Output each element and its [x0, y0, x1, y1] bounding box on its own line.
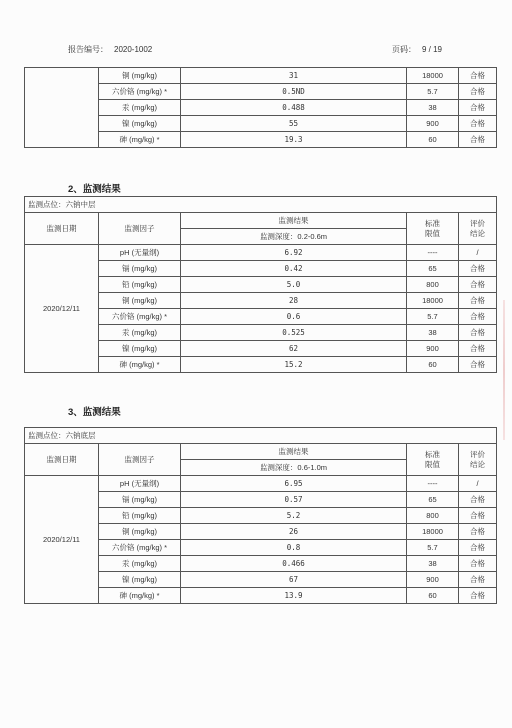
report-number-value: 2020-1002 [114, 45, 153, 54]
header-factor: 监测因子 [99, 213, 181, 245]
result-cell: 28 [181, 293, 407, 309]
header-factor: 监测因子 [99, 444, 181, 476]
result-cell: 6.95 [181, 476, 407, 492]
limit-cell: 18000 [407, 293, 459, 309]
factor-cell: 镉 (mg/kg) [99, 261, 181, 277]
verdict-cell: 合格 [459, 524, 497, 540]
result-cell: 0.42 [181, 261, 407, 277]
factor-cell: 砷 (mg/kg) * [99, 132, 181, 148]
report-number-label: 报告编号： [68, 45, 108, 54]
header-date: 监测日期 [25, 213, 99, 245]
limit-cell: 60 [407, 588, 459, 604]
header-verdict-line2: 结论 [470, 228, 485, 238]
monitoring-point: 监测点位：六钠底层 [25, 428, 497, 444]
result-cell: 31 [181, 68, 407, 84]
verdict-cell: 合格 [459, 277, 497, 293]
verdict-cell: 合格 [459, 556, 497, 572]
limit-cell: ---- [407, 476, 459, 492]
result-cell: 0.57 [181, 492, 407, 508]
header-result: 监测结果 [181, 213, 407, 229]
header-verdict-line2: 结论 [470, 459, 485, 469]
date-cell: 2020/12/11 [25, 245, 99, 373]
factor-cell: 六价铬 (mg/kg) * [99, 84, 181, 100]
result-cell: 26 [181, 524, 407, 540]
limit-cell: 5.7 [407, 540, 459, 556]
limit-cell: 900 [407, 116, 459, 132]
header-verdict-line1: 评价 [470, 218, 485, 228]
verdict-cell: / [459, 245, 497, 261]
result-cell: 0.525 [181, 325, 407, 341]
page-number-value: 9 / 19 [421, 45, 442, 54]
section-2-results-table [24, 196, 497, 373]
table-row [25, 476, 497, 492]
limit-cell: 18000 [407, 68, 459, 84]
limit-cell: 900 [407, 341, 459, 357]
monitoring-point: 监测点位：六钠中层 [25, 197, 497, 213]
verdict-cell: 合格 [459, 116, 497, 132]
header-limit-line2: 限值 [425, 459, 440, 469]
verdict-cell: 合格 [459, 588, 497, 604]
verdict-cell: 合格 [459, 68, 497, 84]
limit-cell: 60 [407, 132, 459, 148]
verdict-cell: 合格 [459, 325, 497, 341]
header-limit [407, 213, 459, 245]
result-cell: 67 [181, 572, 407, 588]
result-cell: 62 [181, 341, 407, 357]
factor-cell: 镍 (mg/kg) [99, 116, 181, 132]
factor-cell: 铅 (mg/kg) [99, 277, 181, 293]
table-row [25, 245, 497, 261]
verdict-cell: 合格 [459, 572, 497, 588]
limit-cell: 38 [407, 100, 459, 116]
limit-cell: 800 [407, 277, 459, 293]
verdict-cell: 合格 [459, 540, 497, 556]
verdict-cell: 合格 [459, 508, 497, 524]
result-cell: 13.9 [181, 588, 407, 604]
limit-cell: 65 [407, 492, 459, 508]
factor-cell: pH (无量纲) [99, 476, 181, 492]
verdict-cell: 合格 [459, 357, 497, 373]
factor-cell: 汞 (mg/kg) [99, 556, 181, 572]
date-cell: 2020/12/11 [25, 476, 99, 604]
result-cell: 0.466 [181, 556, 407, 572]
limit-cell: 800 [407, 508, 459, 524]
header-limit-line2: 限值 [425, 228, 440, 238]
page-number-label: 页码： [391, 45, 416, 54]
result-cell: 5.2 [181, 508, 407, 524]
header-verdict [459, 213, 497, 245]
verdict-cell: 合格 [459, 341, 497, 357]
limit-cell: 5.7 [407, 84, 459, 100]
result-cell: 19.3 [181, 132, 407, 148]
continued-results-table [24, 67, 497, 148]
limit-cell: 18000 [407, 524, 459, 540]
factor-cell: 铅 (mg/kg) [99, 508, 181, 524]
verdict-cell: 合格 [459, 492, 497, 508]
section-3-results-table [24, 427, 497, 604]
factor-cell: 镉 (mg/kg) [99, 492, 181, 508]
seal-edge-mark [503, 300, 505, 440]
section-2-title: 2、监测结果 [68, 184, 121, 195]
result-cell: 15.2 [181, 357, 407, 373]
verdict-cell: 合格 [459, 309, 497, 325]
verdict-cell: 合格 [459, 84, 497, 100]
factor-cell: 六价铬 (mg/kg) * [99, 540, 181, 556]
limit-cell: 5.7 [407, 309, 459, 325]
factor-cell: 砷 (mg/kg) * [99, 357, 181, 373]
limit-cell: 60 [407, 357, 459, 373]
report-number [68, 44, 152, 55]
factor-cell: 铜 (mg/kg) [99, 68, 181, 84]
verdict-cell: / [459, 476, 497, 492]
result-cell: 0.6 [181, 309, 407, 325]
header-limit-line1: 标准 [425, 449, 440, 459]
factor-cell: 镍 (mg/kg) [99, 572, 181, 588]
header-limit-line1: 标准 [425, 218, 440, 228]
header-depth: 监测深度：0.6-1.0m [181, 460, 407, 476]
header-date: 监测日期 [25, 444, 99, 476]
result-cell: 0.488 [181, 100, 407, 116]
verdict-cell: 合格 [459, 293, 497, 309]
header-depth: 监测深度：0.2-0.6m [181, 229, 407, 245]
table-row [25, 68, 497, 84]
result-cell: 5.0 [181, 277, 407, 293]
factor-cell: pH (无量纲) [99, 245, 181, 261]
header-verdict [459, 444, 497, 476]
factor-cell: 镍 (mg/kg) [99, 341, 181, 357]
header-verdict-line1: 评价 [470, 449, 485, 459]
factor-cell: 汞 (mg/kg) [99, 100, 181, 116]
factor-cell: 砷 (mg/kg) * [99, 588, 181, 604]
factor-cell: 铜 (mg/kg) [99, 293, 181, 309]
factor-cell: 铜 (mg/kg) [99, 524, 181, 540]
limit-cell: 38 [407, 325, 459, 341]
limit-cell: 900 [407, 572, 459, 588]
factor-cell: 六价铬 (mg/kg) * [99, 309, 181, 325]
header-limit [407, 444, 459, 476]
result-cell: 55 [181, 116, 407, 132]
verdict-cell: 合格 [459, 100, 497, 116]
verdict-cell: 合格 [459, 132, 497, 148]
limit-cell: 38 [407, 556, 459, 572]
limit-cell: 65 [407, 261, 459, 277]
result-cell: 0.8 [181, 540, 407, 556]
section-3-title: 3、监测结果 [68, 407, 121, 418]
factor-cell: 汞 (mg/kg) [99, 325, 181, 341]
result-cell: 0.5ND [181, 84, 407, 100]
verdict-cell: 合格 [459, 261, 497, 277]
header-result: 监测结果 [181, 444, 407, 460]
limit-cell: ---- [407, 245, 459, 261]
result-cell: 6.92 [181, 245, 407, 261]
date-cell [25, 68, 99, 148]
page-number [392, 44, 442, 55]
